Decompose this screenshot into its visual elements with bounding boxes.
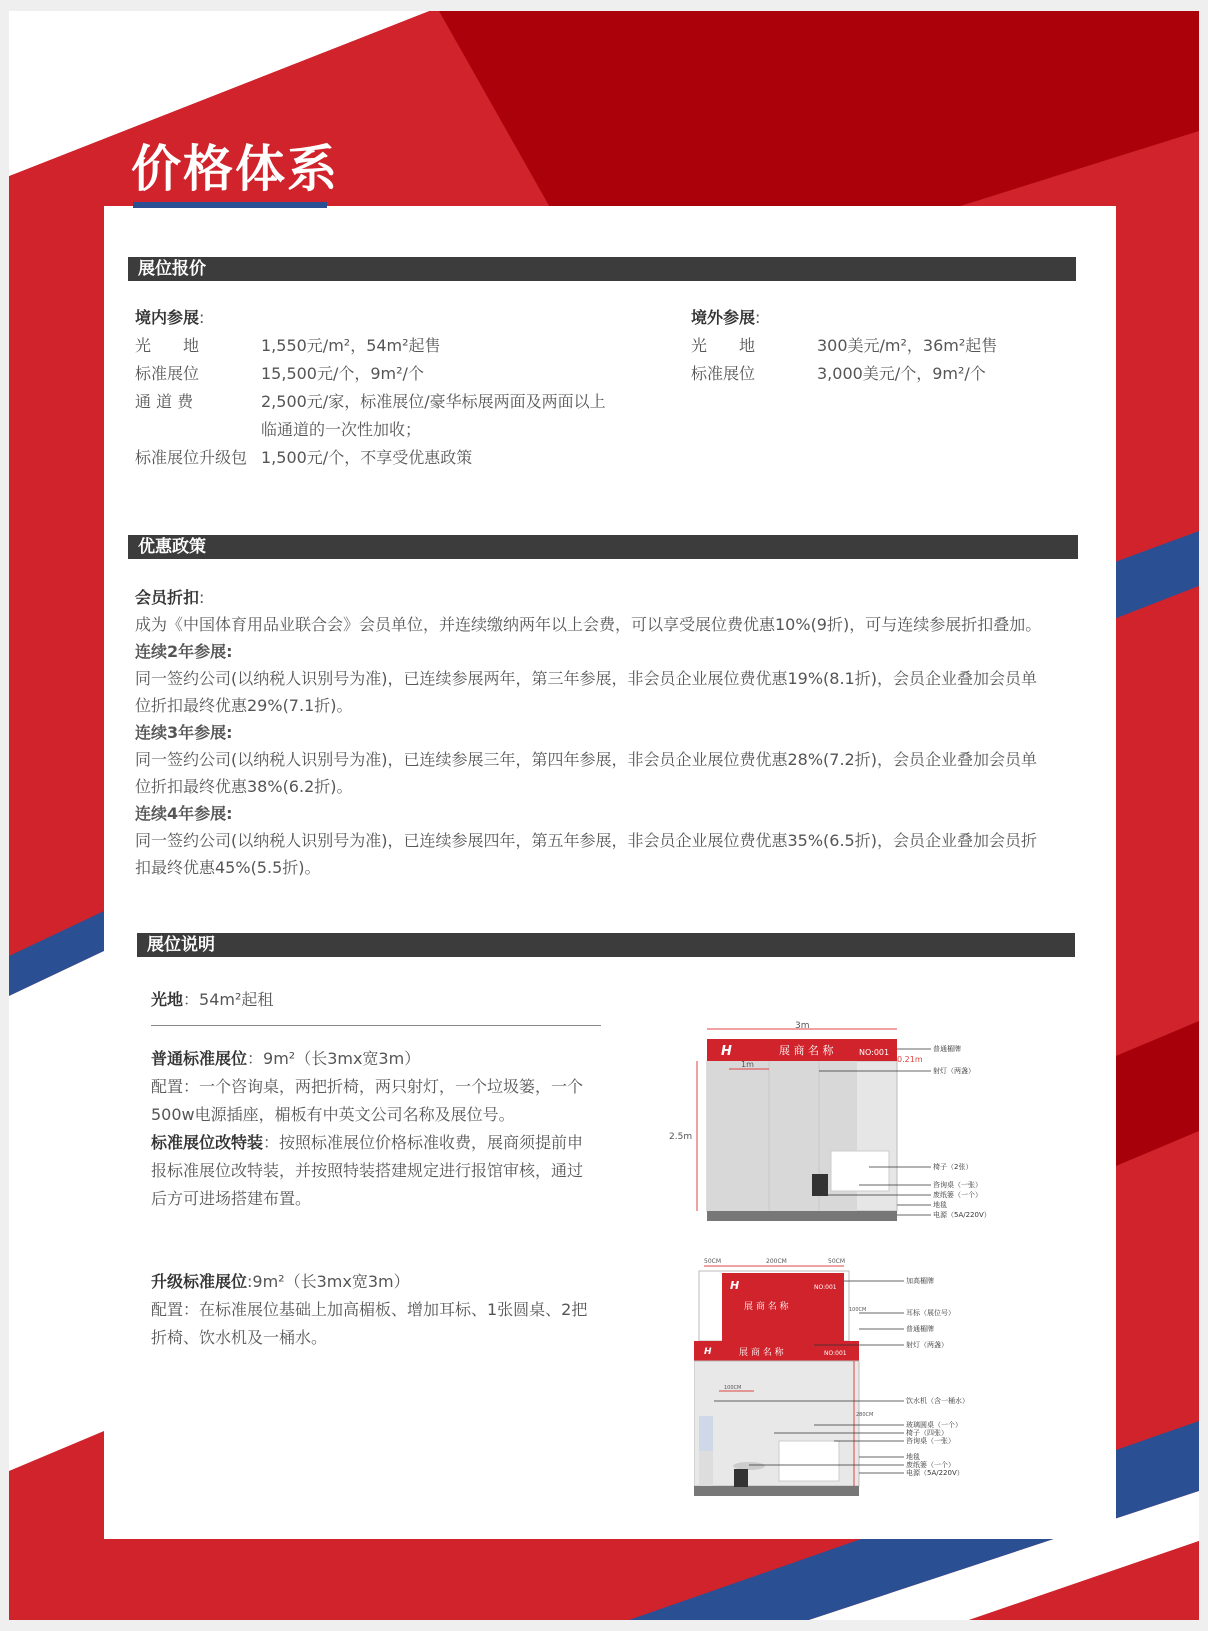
standard-booth-title: 普通标准展位：9m²（长3mx宽3m） (151, 1049, 421, 1068)
discount-item-text: 同一签约公司(以纳税人识别号为准)，已连续参展三年，第四年参展，非会员企业展位费优惠28%(7.2折)，会员企业叠加会员单 (135, 750, 1037, 769)
dim-width: 3m (795, 1021, 810, 1031)
discount-item-text: 位折扣最终优惠38%(6.2折)。 (135, 777, 353, 796)
fascia-text-low: 展 商 名 称 (739, 1348, 784, 1358)
section-bar-discount (128, 535, 1078, 559)
booth-logo-icon: H (704, 1347, 712, 1357)
standard-booth-config: 配置：一个咨询桌，两把折椅，两只射灯，一个垃圾篓，一个 (151, 1077, 584, 1096)
callout-label: 加高楣牌 (906, 1277, 934, 1285)
standard-mod-line: 后方可进场搭建布置。 (151, 1189, 312, 1208)
callout-label: 玻璃圆桌（一个） (906, 1421, 962, 1429)
title-underline (133, 202, 327, 208)
callout-label: 废纸篓（一个） (933, 1191, 982, 1199)
overseas-label: 境外参展: (691, 308, 761, 327)
standard-mod-line: 报标准展位改特装，并按照特装搭建规定进行报馆审核，通过 (151, 1161, 584, 1180)
domestic-row: 通 道 费 2,500元/家，标准展位/豪华标展两面及两面以上 (135, 392, 606, 411)
dim-label: 100CM (724, 1385, 742, 1391)
overseas-row: 标准展位 3,000美元/个，9m²/个 (691, 364, 986, 383)
upgraded-booth-title: 升级标准展位:9m²（长3mx宽3m） (151, 1272, 410, 1291)
member-discount-label: 会员折扣: (135, 588, 205, 607)
callout-label: 射灯（两盏） (933, 1067, 975, 1075)
raw-space-line: 光地：54m²起租 (151, 990, 274, 1009)
dim-label: 200CM (766, 1258, 787, 1265)
callout-label: 射灯（两盏） (906, 1341, 948, 1349)
overseas-row: 光 地 300美元/m²，36m²起售 (691, 336, 998, 355)
booth-logo-icon: H (730, 1279, 740, 1292)
domestic-row: 光 地 1,550元/m²，54m²起售 (135, 336, 441, 355)
upgraded-booth-figure (694, 1251, 1034, 1501)
callout-label: 椅子（2张） (933, 1163, 973, 1171)
section-bar-booth-price (128, 257, 1076, 281)
discount-item-label: 连续2年参展: (135, 642, 233, 661)
section-heading: 展位说明 (147, 935, 215, 955)
fascia-text-top: 展 商 名 称 (744, 1302, 789, 1312)
booth-number: NO:001 (814, 1284, 837, 1291)
domestic-row: 标准展位升级包 1,500元/个，不享受优惠政策 (135, 448, 473, 467)
domestic-row: 标准展位 15,500元/个，9m²/个 (135, 364, 424, 383)
dim-label: 100CM (849, 1307, 867, 1313)
discount-item-text: 位折扣最终优惠29%(7.1折)。 (135, 696, 353, 715)
dim-label: 50CM (704, 1258, 722, 1265)
standard-booth-config: 500w电源插座，楣板有中英文公司名称及展位号。 (151, 1105, 515, 1124)
callout-label: 地毯 (933, 1201, 947, 1209)
section-heading: 展位报价 (138, 259, 206, 279)
callout-label: 椅子（四张） (906, 1429, 948, 1437)
section-heading: 优惠政策 (138, 537, 206, 557)
discount-item-label: 连续3年参展: (135, 723, 233, 742)
callout-label: 咨询桌（一张） (933, 1181, 982, 1189)
upgraded-booth-config: 折椅、饮水机及一桶水。 (151, 1328, 328, 1347)
dim-label: 50CM (828, 1258, 846, 1265)
dim-fascia: 0.21m (897, 1055, 923, 1064)
member-discount-text: 成为《中国体育用品业联合会》会员单位，并连续缴纳两年以上会费，可以享受展位费优惠10%(9折)，可与连续参展折扣叠加。 (135, 615, 1042, 634)
callout-label: 普通楣牌 (933, 1045, 961, 1053)
page (9, 11, 1199, 1620)
dim-height: 2.5m (669, 1132, 693, 1142)
booth-logo-icon: H (721, 1044, 732, 1059)
standard-mod-line: 标准展位改特装：按照标准展位价格标准收费，展商须提前申 (151, 1133, 584, 1152)
domestic-row: 临通道的一次性加收； (261, 420, 422, 439)
booth-number: NO:001 (859, 1048, 890, 1057)
callout-label: 电源（5A/220V） (906, 1469, 964, 1477)
callout-label: 饮水机（含一桶水） (906, 1397, 969, 1405)
section-bar-booth-desc (137, 933, 1075, 957)
dim-label: 280CM (856, 1412, 874, 1418)
dim-inner: 1m (741, 1060, 754, 1069)
page-title: 价格体系 (131, 140, 339, 198)
callout-label: 普通楣牌 (906, 1325, 934, 1333)
discount-item-label: 连续4年参展: (135, 804, 233, 823)
discount-item-text: 扣最终优惠45%(5.5折)。 (135, 858, 321, 877)
standard-booth-figure (669, 1021, 1029, 1231)
callout-label: 废纸篓（一个） (906, 1461, 955, 1469)
booth-number: NO:001 (824, 1350, 847, 1357)
callout-label: 咨询桌（一张） (906, 1437, 955, 1445)
callout-label: 地毯 (906, 1453, 920, 1461)
callout-label: 耳标（展位号） (906, 1309, 955, 1317)
fascia-text: 展 商 名 称 (779, 1044, 834, 1057)
discount-item-text: 同一签约公司(以纳税人识别号为准)，已连续参展两年，第三年参展，非会员企业展位费优惠19%(8.1折)，会员企业叠加会员单 (135, 669, 1037, 688)
domestic-label: 境内参展: (135, 308, 205, 327)
callout-label: 电源（5A/220V） (933, 1211, 991, 1219)
discount-item-text: 同一签约公司(以纳税人识别号为准)，已连续参展四年，第五年参展，非会员企业展位费优惠35%(6.5折)，会员企业叠加会员折 (135, 831, 1037, 850)
divider (151, 1025, 601, 1026)
upgraded-booth-config: 配置：在标准展位基础上加高楣板、增加耳标、1张圆桌、2把 (151, 1300, 588, 1319)
